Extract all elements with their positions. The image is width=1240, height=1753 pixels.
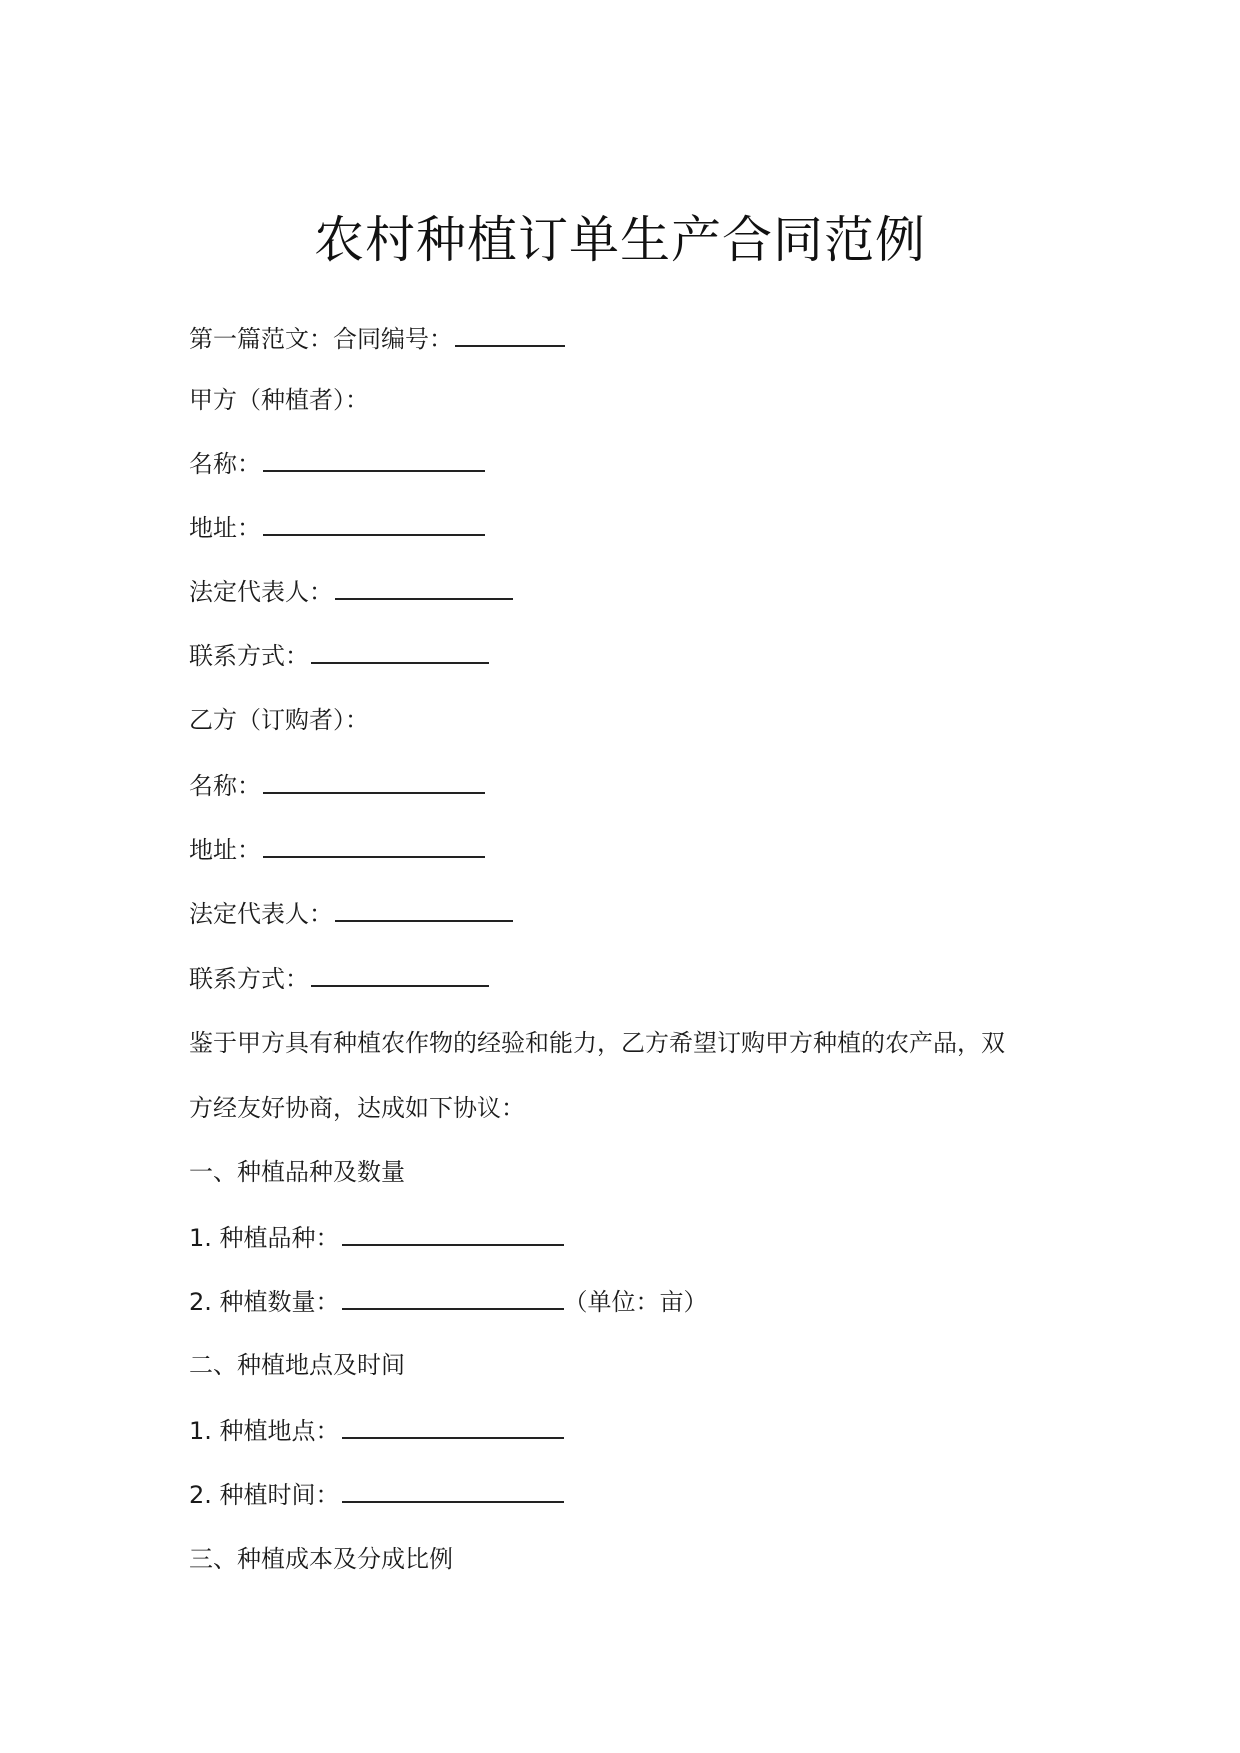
field-label: 名称： [189, 450, 261, 478]
preamble-line-2: 方经友好协商，达成如下协议： [189, 1094, 525, 1122]
party-a-address-blank[interactable] [263, 510, 485, 536]
field-label: 地址： [189, 836, 261, 864]
field-label: 名称： [189, 772, 261, 800]
field-label: 法定代表人： [189, 578, 333, 606]
planting-variety-field [189, 1220, 564, 1255]
party-b-name-field [189, 768, 485, 803]
field-label: 联系方式： [189, 965, 309, 993]
planting-quantity-blank[interactable] [342, 1284, 564, 1310]
planting-quantity-field [189, 1284, 708, 1319]
party-b-legal-rep-field [189, 896, 513, 931]
contract-number-line [189, 321, 565, 356]
party-b-legal-rep-blank[interactable] [335, 896, 513, 922]
field-label: 地址： [189, 514, 261, 542]
field-label: 1. 种植地点： [189, 1417, 340, 1445]
party-a-contact-field [189, 638, 489, 673]
field-label: 法定代表人： [189, 900, 333, 928]
planting-location-blank[interactable] [342, 1413, 564, 1439]
party-a-name-field [189, 446, 485, 481]
field-label: 2. 种植时间： [189, 1481, 340, 1509]
party-b-name-blank[interactable] [263, 768, 485, 794]
party-a-heading: 甲方（种植者）： [189, 386, 369, 414]
planting-time-field [189, 1477, 564, 1512]
section-2-heading: 二、种植地点及时间 [189, 1351, 405, 1379]
planting-variety-blank[interactable] [342, 1220, 564, 1246]
field-label: 联系方式： [189, 642, 309, 670]
unit-suffix: （单位：亩） [563, 1288, 708, 1316]
party-b-heading: 乙方（订购者）： [189, 706, 369, 734]
contract-number-blank[interactable] [455, 321, 565, 347]
field-label: 1. 种植品种： [189, 1224, 340, 1252]
party-a-contact-blank[interactable] [311, 638, 489, 664]
section-3-heading: 三、种植成本及分成比例 [189, 1545, 453, 1573]
party-b-address-field [189, 832, 485, 867]
party-a-name-blank[interactable] [263, 446, 485, 472]
preamble-line-1: 鉴于甲方具有种植农作物的经验和能力，乙方希望订购甲方种植的农产品，双 [189, 1029, 1005, 1057]
document-title: 农村种植订单生产合同范例 [314, 211, 926, 269]
party-a-legal-rep-field [189, 574, 513, 609]
party-b-contact-blank[interactable] [311, 961, 489, 987]
planting-time-blank[interactable] [342, 1477, 564, 1503]
party-a-address-field [189, 510, 485, 545]
field-label: 2. 种植数量： [189, 1288, 340, 1316]
section-1-heading: 一、种植品种及数量 [189, 1158, 405, 1186]
party-a-legal-rep-blank[interactable] [335, 574, 513, 600]
planting-location-field [189, 1413, 564, 1448]
contract-number-label: 第一篇范文：合同编号： [189, 325, 453, 353]
party-b-contact-field [189, 961, 489, 996]
party-b-address-blank[interactable] [263, 832, 485, 858]
